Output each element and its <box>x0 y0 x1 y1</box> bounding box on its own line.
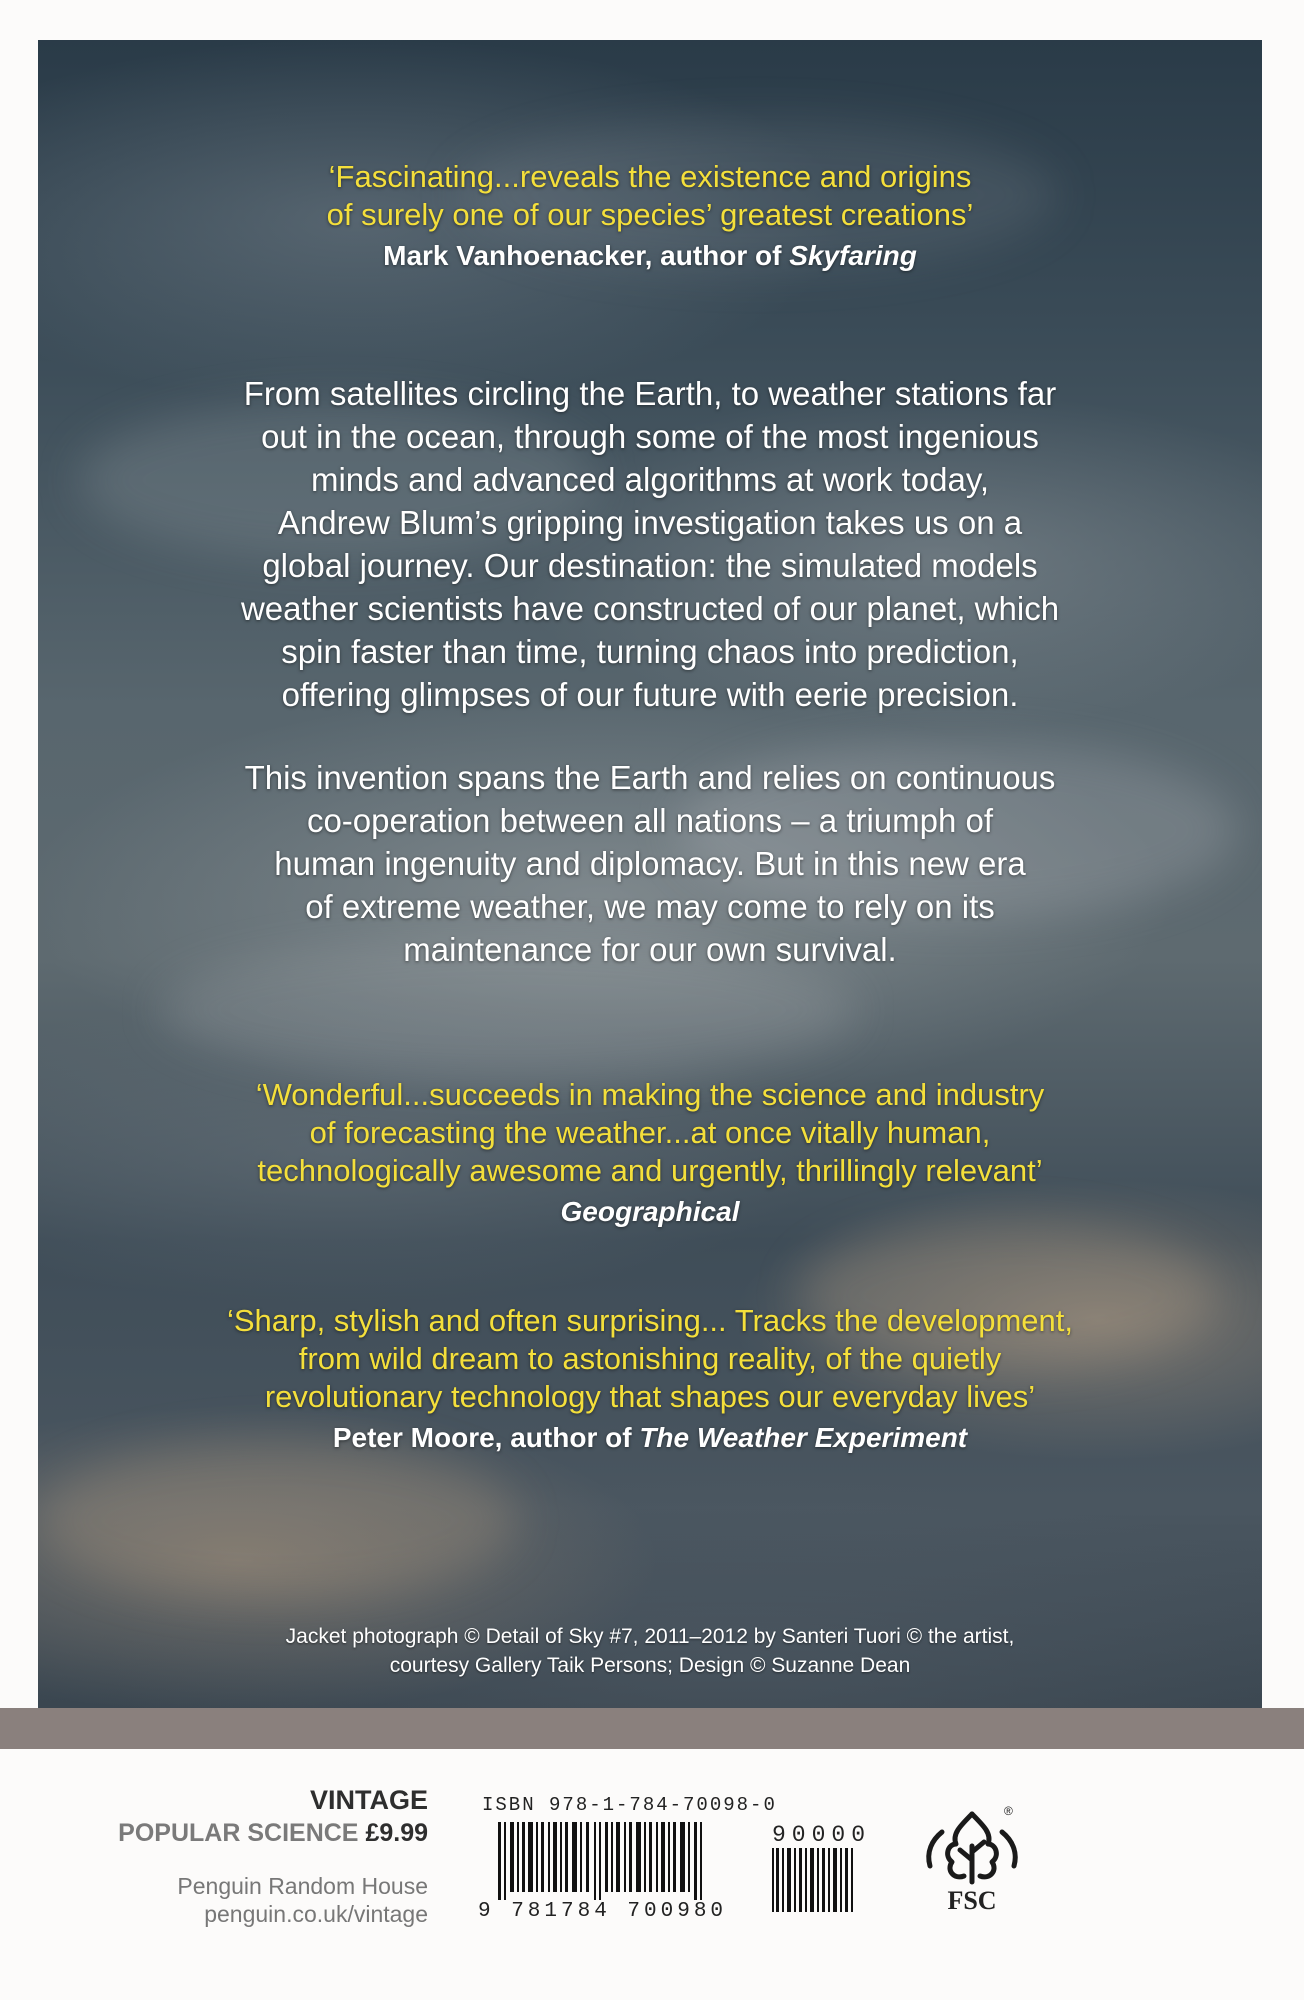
blurb-paragraph-1 <box>38 372 1262 716</box>
barcode-addon-number: 90000 <box>772 1822 872 1848</box>
fsc-label: FSC <box>947 1886 997 1915</box>
blurb-line: global journey. Our destination: the simulated models <box>262 547 1038 584</box>
registered-mark: ® <box>1004 1804 1013 1818</box>
blurb-line: co-operation between all nations – a triumph of <box>306 802 994 839</box>
barcode-number: 9 781784 700980 <box>478 1900 728 1923</box>
cloud-texture <box>38 1440 518 1600</box>
quote-attribution <box>38 238 1262 274</box>
blurb-line: spin faster than time, turning chaos into prediction, <box>281 633 1019 670</box>
quote-attribution <box>38 1194 1262 1230</box>
review-quote-2 <box>38 1076 1262 1230</box>
quote-text <box>38 1076 1262 1190</box>
blurb-line: offering glimpses of our future with eerie precision. <box>281 676 1019 713</box>
credit-line: Jacket photograph © Detail of Sky #7, 2011–2012 by Santeri Tuori © the artist, <box>285 1625 1015 1648</box>
review-quote-1 <box>38 158 1262 274</box>
blurb-line: out in the ocean, through some of the most ingenious <box>261 418 1039 455</box>
quote-line: ‘Wonderful...succeeds in making the science and industry <box>255 1077 1045 1112</box>
blurb-line: human ingenuity and diplomacy. But in this new era <box>274 845 1026 882</box>
price-label: £9.99 <box>365 1819 428 1847</box>
barcode-icon <box>772 1848 854 1912</box>
blurb-line: Andrew Blum’s gripping investigation takes us on a <box>277 504 1023 541</box>
attribution-source-title: Geographical <box>560 1196 740 1227</box>
jacket-credit <box>38 1622 1262 1680</box>
blurb-paragraph-2 <box>38 756 1262 971</box>
quote-line: ‘Fascinating...reveals the existence and origins <box>328 159 972 194</box>
isbn-label: ISBN 978-1-784-70098-0 <box>482 1794 777 1816</box>
attribution-author: Peter Moore, author of <box>332 1422 640 1453</box>
category-label: POPULAR SCIENCE <box>118 1819 359 1847</box>
quote-line: ‘Sharp, stylish and often surprising... Tracks the development, <box>226 1303 1074 1338</box>
quote-line: from wild dream to astonishing reality, of the quietly <box>298 1341 1002 1376</box>
blurb-line: weather scientists have constructed of our planet, which <box>240 590 1060 627</box>
quote-attribution <box>38 1420 1262 1456</box>
barcode-icon <box>498 1822 708 1900</box>
category-and-price <box>118 1816 428 1850</box>
blurb-line: of extreme weather, we may come to rely on its <box>305 888 995 925</box>
publisher-name: Penguin Random House <box>177 1873 428 1899</box>
imprint-name: VINTAGE <box>309 1785 428 1815</box>
publisher-website: penguin.co.uk/vintage <box>204 1901 428 1927</box>
blurb-line: minds and advanced algorithms at work today, <box>310 461 990 498</box>
quote-line: revolutionary technology that shapes our everyday lives’ <box>264 1379 1036 1414</box>
blurb-line: This invention spans the Earth and relies on continuous <box>244 759 1056 796</box>
quote-text <box>38 158 1262 234</box>
blurb-line: maintenance for our own survival. <box>403 931 897 968</box>
attribution-book-title: Skyfaring <box>789 240 917 271</box>
color-band <box>0 1708 1304 1749</box>
publisher-info <box>118 1784 428 1928</box>
back-cover-jacket <box>38 40 1262 1708</box>
attribution-book-title: The Weather Experiment <box>639 1422 968 1453</box>
blurb-line: From satellites circling the Earth, to weather stations far <box>243 375 1057 412</box>
quote-line: of surely one of our species’ greatest creations’ <box>326 197 974 232</box>
review-quote-3 <box>38 1302 1262 1456</box>
quote-line: technologically awesome and urgently, thrillingly relevant’ <box>257 1153 1043 1188</box>
attribution-author: Mark Vanhoenacker, author of <box>383 240 790 271</box>
quote-text <box>38 1302 1262 1416</box>
credit-line: courtesy Gallery Taik Persons; Design © Suzanne Dean <box>389 1654 911 1677</box>
quote-line: of forecasting the weather...at once vitally human, <box>309 1115 991 1150</box>
